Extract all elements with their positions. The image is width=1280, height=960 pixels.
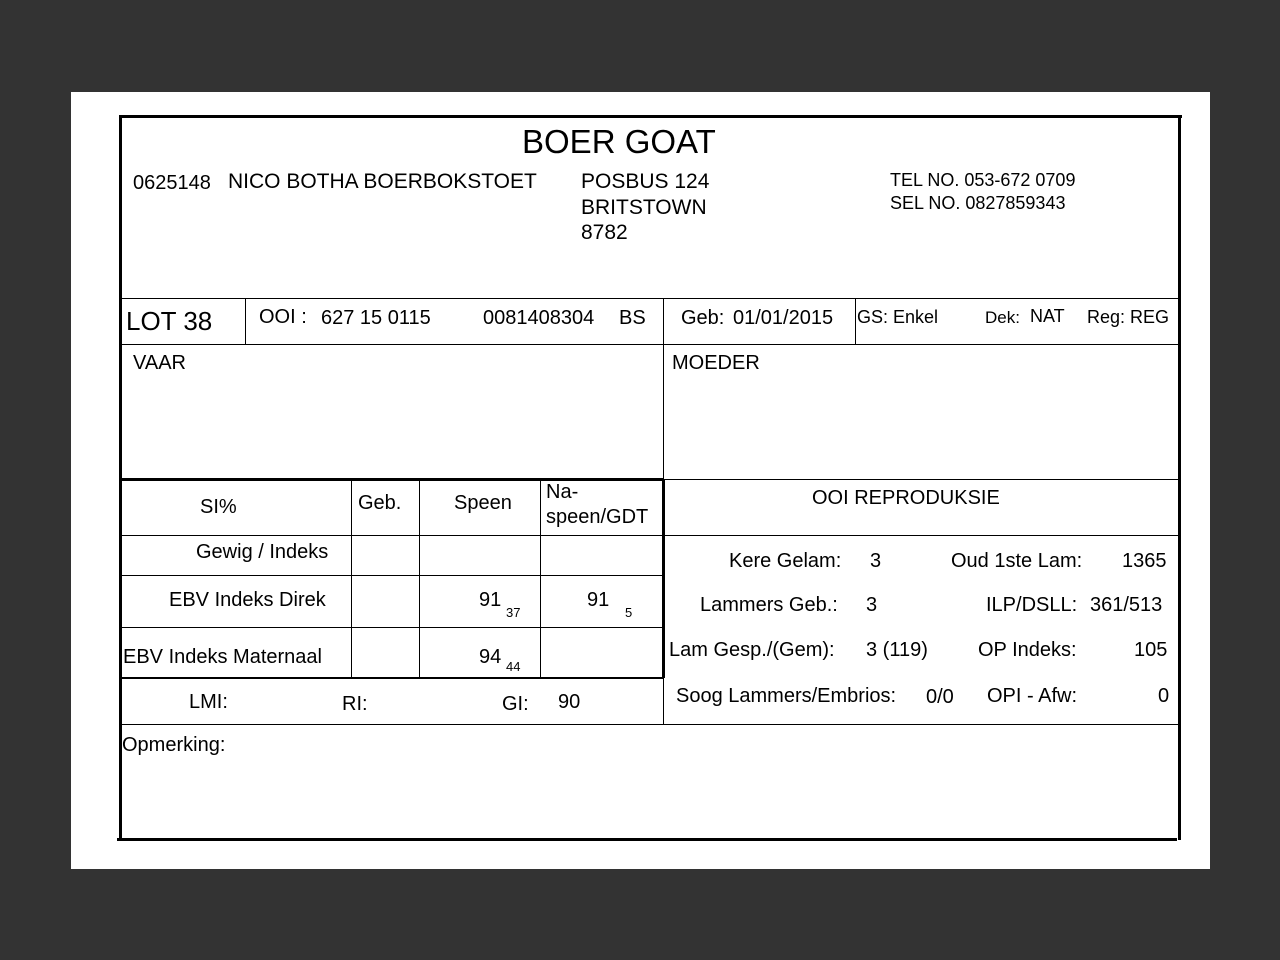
direk-naspeen-value: 91 [587,589,610,611]
geb-date: 01/01/2015 [733,307,834,329]
divider-lot-v2 [663,298,664,344]
maternaal-speen-sub: 44 [506,659,521,674]
divider-parents-bottom-left [121,478,664,481]
ilp-label: ILP/DSLL: [986,594,1078,616]
direk-naspeen-sub: 5 [625,605,633,620]
maternaal-speen-value: 94 [479,646,502,668]
dek-value: NAT [1030,306,1065,326]
address-line-2: BRITSTOWN [581,196,707,219]
gi-value: 90 [558,691,581,713]
breeder-code: 0625148 [133,172,211,194]
direk-speen-sub: 37 [506,605,521,620]
ooi-label: OOI : [259,306,307,328]
ri-label: RI: [342,693,368,715]
geb-label: Geb: [681,307,725,329]
row-maternaal-label: EBV Indeks Maternaal [123,646,322,668]
soog-value: 0/0 [926,686,954,708]
oud-value: 1365 [1122,550,1167,572]
opi-value: 0 [1158,685,1170,707]
op-value: 105 [1134,639,1168,661]
ooi-number: 627 15 0115 [321,307,431,329]
speen-header: Speen [454,492,512,514]
card-title: BOER GOAT [522,123,716,160]
divider-lot-v3 [855,298,856,344]
oud-label: Oud 1ste Lam: [951,550,1083,572]
kere-gelam-label: Kere Gelam: [729,550,842,572]
divider-remarks [121,724,1178,725]
ilp-value: 361/513 [1090,594,1163,616]
tel-number: TEL NO. 053-672 0709 [890,170,1076,190]
si-row-3 [121,627,663,628]
gs-label: GS: Enkel [857,307,939,327]
moeder-label: MOEDER [672,352,760,374]
si-col-2 [419,481,420,678]
si-col-1 [351,481,352,678]
reg-number: 0081408304 [483,307,595,329]
divider-lot-top [121,298,1178,299]
remarks-label: Opmerking: [122,734,226,756]
vaar-label: VAAR [133,352,186,374]
lmi-label: LMI: [189,691,228,713]
border-right [1178,115,1181,840]
dek-label: Dek: [985,308,1020,327]
divider-parents-bottom-right [663,479,1178,480]
lammers-value: 3 [866,594,878,616]
si-table-bottom [121,677,664,679]
gi-label: GI: [502,693,529,715]
border-top [119,115,1182,118]
lammers-label: Lammers Geb.: [700,594,838,616]
opi-label: OPI - Afw: [987,685,1078,707]
naspeen-header-1: Na- [546,481,579,503]
bs-label: BS [619,307,646,329]
naspeen-header-2: speen/GDT [546,506,649,528]
si-header: SI% [200,496,237,518]
divider-repro-title [663,535,1178,536]
divider-lot-v1 [245,298,246,344]
row-gewig-label: Gewig / Indeks [196,541,329,563]
soog-label: Soog Lammers/Embrios: [676,685,897,707]
geb-header: Geb. [358,492,402,514]
sel-number: SEL NO. 0827859343 [890,193,1066,213]
divider-lot-bottom [121,344,1178,345]
reg-label: Reg: REG [1087,307,1170,327]
si-table-right [662,480,665,678]
direk-speen-value: 91 [479,589,502,611]
lot-label: LOT 38 [126,306,213,336]
repro-title: OOI REPRODUKSIE [812,487,1000,509]
address-line-3: 8782 [581,221,628,244]
gesp-value: 3 (119) [866,639,928,661]
si-row-1 [121,535,663,536]
kere-gelam-value: 3 [870,550,882,572]
address-line-1: POSBUS 124 [581,170,710,193]
breeder-name: NICO BOTHA BOERBOKSTOET [228,170,537,193]
si-row-2 [121,575,663,576]
op-label: OP Indeks: [978,639,1077,661]
si-col-3 [540,481,541,678]
gesp-label: Lam Gesp./(Gem): [669,639,835,661]
border-bottom [117,838,1177,841]
row-direk-label: EBV Indeks Direk [169,589,326,611]
